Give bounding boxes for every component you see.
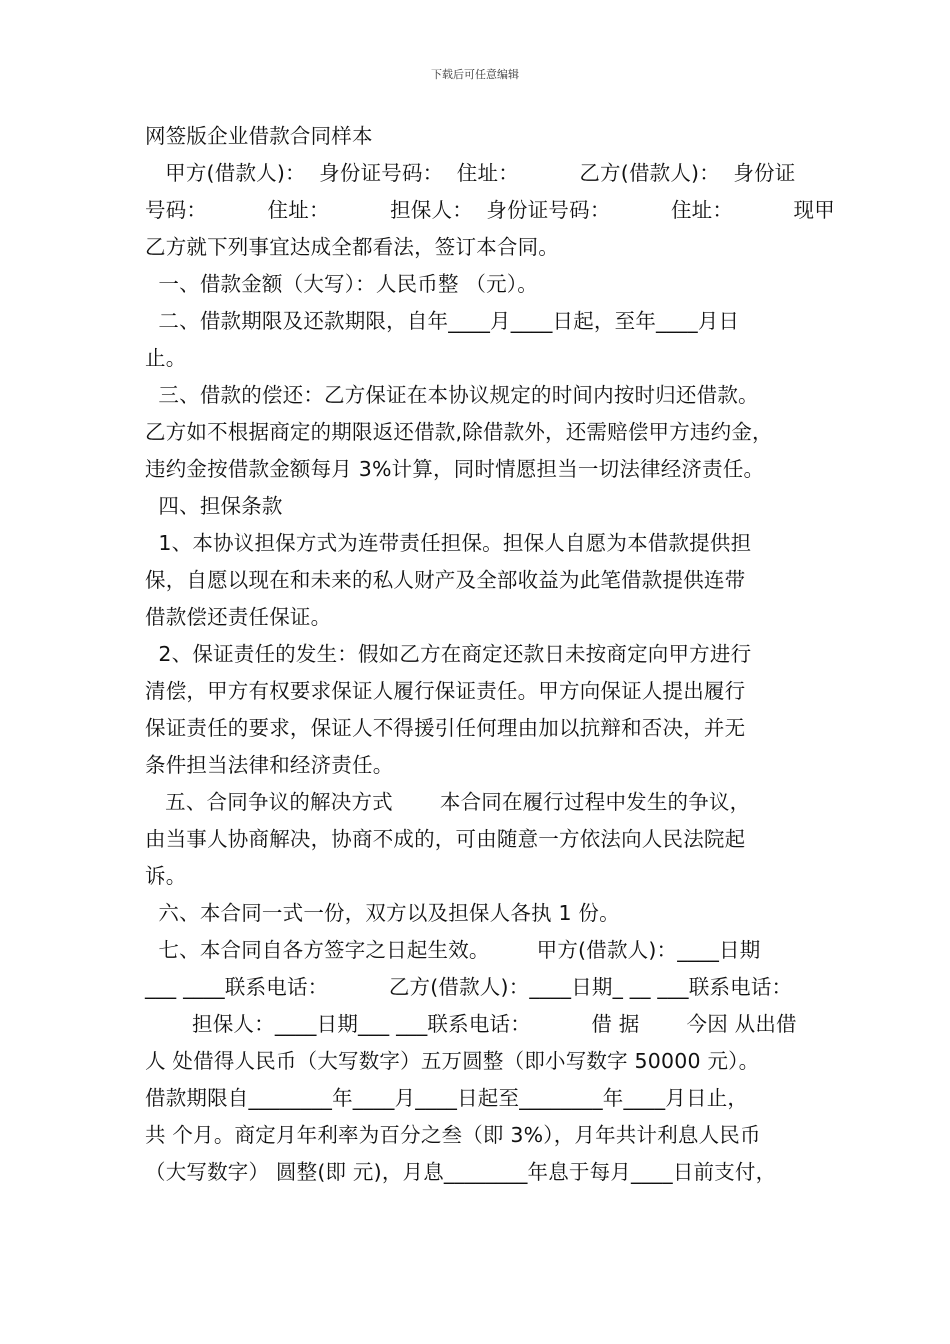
contract-body <box>145 118 835 1191</box>
document-title: 网签版企业借款合同样本 <box>145 124 373 148</box>
text-line: 乙方如不根据商定的期限返还借款,除借款外，还需赔偿甲方违约金， <box>145 420 773 444</box>
text-line: 诉。 <box>145 864 187 888</box>
section-heading: 四、担保条款 <box>145 494 283 518</box>
text-line: 违约金按借款金额每月 3%计算，同时情愿担当一切法律经济责任。 <box>145 457 765 481</box>
text-line: 二、借款期限及还款期限，自年____月____日起，至年____月日 <box>145 309 740 333</box>
text-line: 止。 <box>145 346 187 370</box>
text-line: 一、借款金额（大写）：人民币整 （元）。 <box>145 272 538 296</box>
text-line: 由当事人协商解决，协商不成的，可由随意一方依法向人民法院起 <box>145 827 746 851</box>
text-line: 担保人：____日期___ ___联系电话： 借 据 今因 从出借 <box>145 1012 797 1036</box>
text-line: 共 个月。商定月年利率为百分之叁（即 3%），月年共计利息人民币 <box>145 1123 761 1147</box>
text-line: 2、保证责任的发生：假如乙方在商定还款日未按商定向甲方进行 <box>145 642 752 666</box>
text-line: 1、本协议担保方式为连带责任担保。担保人自愿为本借款提供担 <box>145 531 752 555</box>
text-line: 六、本合同一式一份，双方以及担保人各执 1 份。 <box>145 901 620 925</box>
text-line: 号码： 住址： 担保人： 身份证号码： 住址： 现甲 <box>145 198 835 222</box>
text-line: 乙方就下列事宜达成全都看法，签订本合同。 <box>145 235 559 259</box>
text-line: 五、合同争议的解决方式 本合同在履行过程中发生的争议， <box>145 790 751 814</box>
text-line: 清偿，甲方有权要求保证人履行保证责任。甲方向保证人提出履行 <box>145 679 746 703</box>
text-line: 甲方(借款人)： 身份证号码： 住址： 乙方(借款人)： 身份证 <box>145 161 796 185</box>
text-line: 保证责任的要求，保证人不得援引任何理由加以抗辩和否决，并无 <box>145 716 746 740</box>
text-line: 三、借款的偿还：乙方保证在本协议规定的时间内按时归还借款。 <box>145 383 759 407</box>
text-line: 七、本合同自各方签字之日起生效。 甲方(借款人)：____日期 <box>145 938 761 962</box>
text-line: ___ ____联系电话： 乙方(借款人)：____日期_ __ ___联系电话： <box>145 975 793 999</box>
text-line: （大写数字） 圆整(即 元)，月息________年息于每月____日前支付， <box>145 1160 777 1184</box>
text-line: 保，自愿以现在和未来的私人财产及全部收益为此笔借款提供连带 <box>145 568 746 592</box>
page-header: 下载后可任意编辑 <box>431 68 519 81</box>
text-line: 条件担当法律和经济责任。 <box>145 753 394 777</box>
text-line: 人 处借得人民币（大写数字）五万圆整（即小写数字 50000 元）。 <box>145 1049 760 1073</box>
text-line: 借款偿还责任保证。 <box>145 605 332 629</box>
text-line: 借款期限自________年____月____日起至________年____月日止， <box>145 1086 749 1110</box>
